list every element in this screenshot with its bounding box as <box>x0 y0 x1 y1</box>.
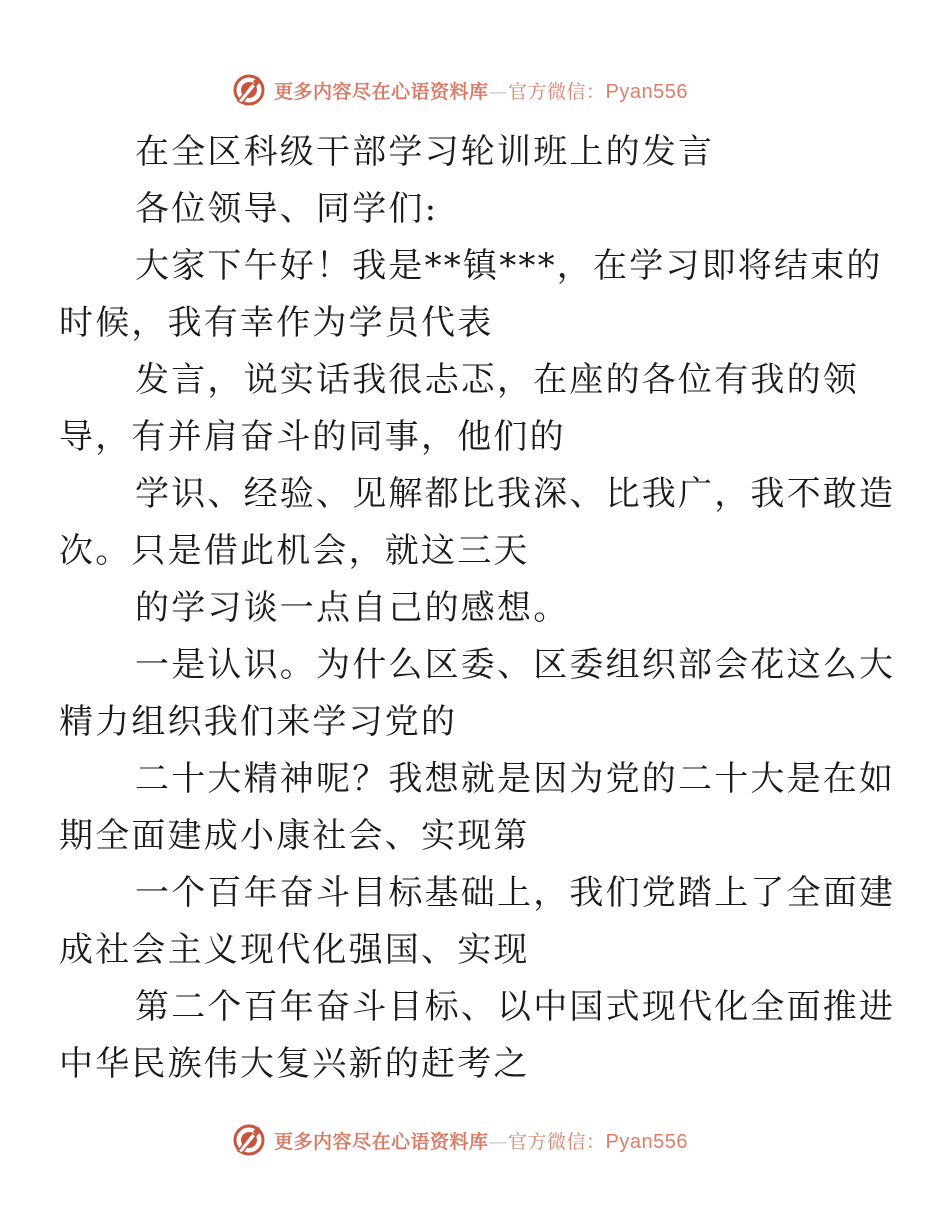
watermark-suffix: 官方微信： <box>508 1130 606 1153</box>
paragraph-line: 时候，我有幸作为学员代表 <box>59 303 494 343</box>
paragraph-line: 发言，说实话我很忐忑，在座的各位有我的领 <box>135 360 859 400</box>
paragraph-line: 期全面建成小康社会、实现第 <box>59 816 530 856</box>
paragraph-line: 中华民族伟大复兴新的赶考之 <box>59 1044 530 1084</box>
paragraph-line: 次。只是借此机会，就这三天 <box>59 531 530 571</box>
paragraph <box>59 466 896 580</box>
footer-watermark <box>232 1122 688 1158</box>
paragraph-line: 的学习谈一点自己的感想。 <box>135 588 570 628</box>
document-body <box>59 124 896 1093</box>
paragraph-line: 一个百年奋斗目标基础上，我们党踏上了全面建 <box>135 873 896 913</box>
logo-icon <box>232 1123 266 1157</box>
paragraph <box>97 580 857 637</box>
watermark-brand: 更多内容尽在心语资料库 <box>274 1130 489 1153</box>
watermark-dash: — <box>488 1130 509 1153</box>
paragraph-line: 一是认识。为什么区委、区委组织部会花这么大 <box>135 645 896 685</box>
paragraph <box>59 637 896 751</box>
paragraph <box>59 238 883 352</box>
watermark-dash: — <box>488 80 509 103</box>
paragraph-line: 成社会主义现代化强国、实现 <box>59 930 530 970</box>
watermark-suffix: 官方微信： <box>508 80 606 103</box>
watermark-text <box>274 77 688 104</box>
watermark-text <box>274 1127 688 1154</box>
paragraph-line: 二十大精神呢？我想就是因为党的二十大是在如 <box>135 759 896 799</box>
watermark-wechat-id: Pyan556 <box>605 1130 688 1153</box>
salutation-text: 各位领导、同学们: <box>135 189 439 229</box>
paragraph-line: 学识、经验、见解都比我深、比我广，我不敢造 <box>135 474 896 514</box>
document-title <box>97 124 857 181</box>
paragraph <box>59 352 859 466</box>
paragraph-line: 第二个百年奋斗目标、以中国式现代化全面推进 <box>135 987 896 1027</box>
title-text: 在全区科级干部学习轮训班上的发言 <box>135 132 715 172</box>
logo-icon <box>232 73 266 107</box>
salutation <box>97 181 857 238</box>
header-watermark <box>232 72 688 108</box>
watermark-brand: 更多内容尽在心语资料库 <box>274 80 489 103</box>
paragraph-line: 精力组织我们来学习党的 <box>59 702 458 742</box>
paragraph <box>59 865 896 979</box>
paragraph <box>59 751 896 865</box>
paragraph <box>59 979 896 1093</box>
paragraph-line: 大家下午好！我是**镇***，在学习即将结束的 <box>135 246 883 286</box>
watermark-wechat-id: Pyan556 <box>605 80 688 103</box>
paragraph-line: 导，有并肩奋斗的同事，他们的 <box>59 417 566 457</box>
